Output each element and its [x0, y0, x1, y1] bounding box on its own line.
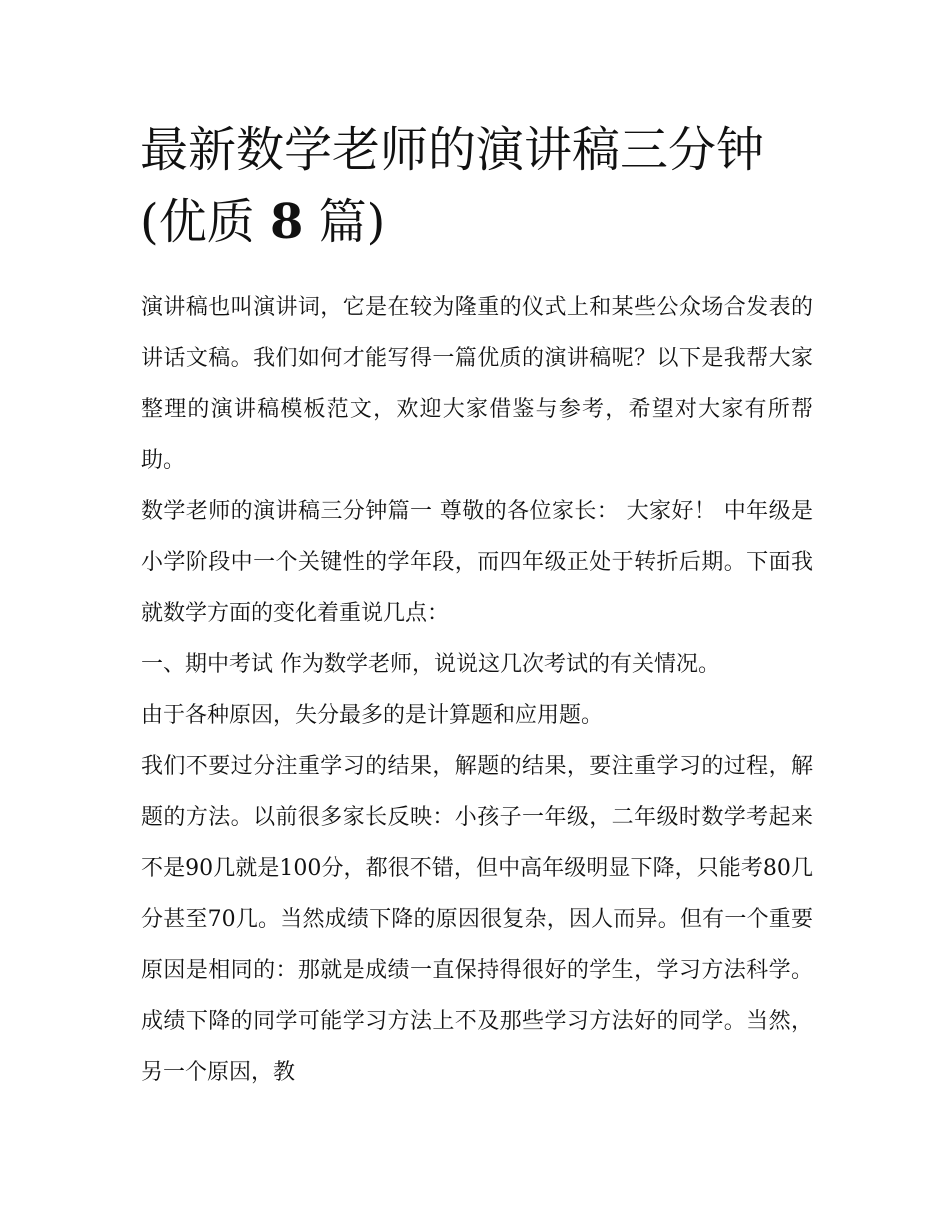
document-body [141, 282, 813, 1098]
paragraph-midterm-reason: 由于各种原因，失分最多的是计算题和应用题。 [141, 703, 604, 728]
document-title [140, 114, 820, 258]
title-main: 最新数学老师的演讲稿三分钟 [140, 122, 765, 178]
paragraph-learning-process: 我们不要过分注重学习的结果，解题的结果，要注重学习的过程，解题的方法。以前很多家长反映：小孩子一年级，二年级时数学考起来不是90几就是100分，都很不错，但中高年级明显下降，只能考80几分甚至70几。当然成绩下降的原因很复杂，因人而异。但有一个重要原因是相同的：那就是成绩一直保持得很好的学生，学习方法科学。成绩下降的同学可能学习方法上不及那些学习方法好的同学。当然，另一个原因，教 [141, 754, 813, 1085]
paragraph-intro: 演讲稿也叫演讲词，它是在较为隆重的仪式上和某些公众场合发表的讲话文稿。我们如何才能写得一篇优质的演讲稿呢？以下是我帮大家整理的演讲稿模板范文，欢迎大家借鉴与参考，希望对大家有所帮助。 [141, 295, 813, 473]
title-suffix-number: 8 [270, 194, 304, 250]
paragraph-midterm-heading: 一、期中考试 作为数学老师，说说这几次考试的有关情况。 [141, 652, 720, 677]
paragraph-speech-opening: 数学老师的演讲稿三分钟篇一 尊敬的各位家长： 大家好！ 中年级是小学阶段中一个关键性的学年段，而四年级正处于转折后期。下面我就数学方面的变化着重说几点： [141, 499, 813, 626]
title-suffix-open: (优质 [140, 194, 255, 250]
title-suffix-close: 篇) [318, 194, 386, 250]
